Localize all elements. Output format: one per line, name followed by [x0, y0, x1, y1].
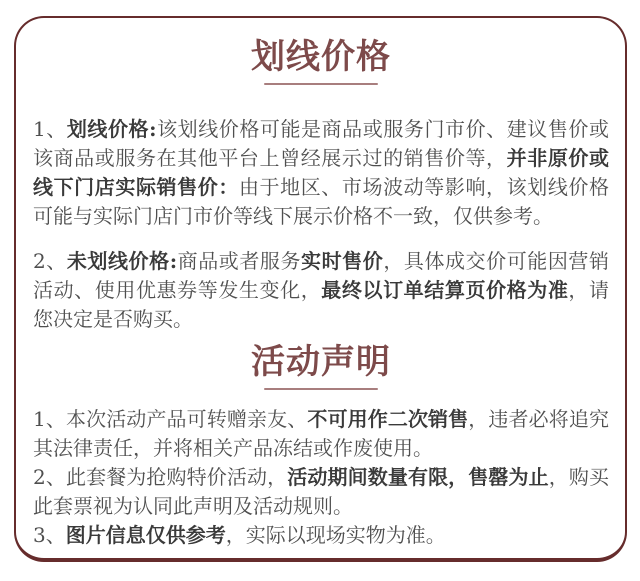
- title-underline: [264, 83, 378, 85]
- section-title-strikethrough-price: 划线价格: [251, 37, 391, 77]
- pricing-notice-card: [14, 16, 627, 562]
- activity-statement-item-3: 3、图片信息仅供参考，实际以现场实物为准。: [33, 523, 446, 547]
- strikethrough-price-paragraph: 1、划线价格:该划线价格可能是商品或服务门市价、建议售价或该商品或服务在其他平台上曾经展示过的销售价等，并非原价或线下门店实际销售价：由于地区、市场波动等影响，该划线价格可能与实际门店门市价等线下展示价格不一致，仅供参考。: [33, 117, 610, 228]
- activity-statement-item-1: 1、本次活动产品可转赠亲友、不可用作二次销售，违者必将追究其法律责任，并将相关产品冻结或作废使用。: [33, 407, 609, 460]
- section-title-activity-statement: 活动声明: [251, 342, 391, 382]
- title-underline: [264, 388, 378, 390]
- activity-statement-item-2: 2、此套餐为抢购特价活动，活动期间数量有限，售罄为止，购买此套票视为认同此声明及活动规则。: [33, 465, 610, 518]
- non-strikethrough-price-paragraph: 2、未划线价格:商品或者服务实时售价，具体成交价可能因营销活动、使用优惠券等发生变化，最终以订单结算页价格为准，请您决定是否购买。: [33, 249, 610, 331]
